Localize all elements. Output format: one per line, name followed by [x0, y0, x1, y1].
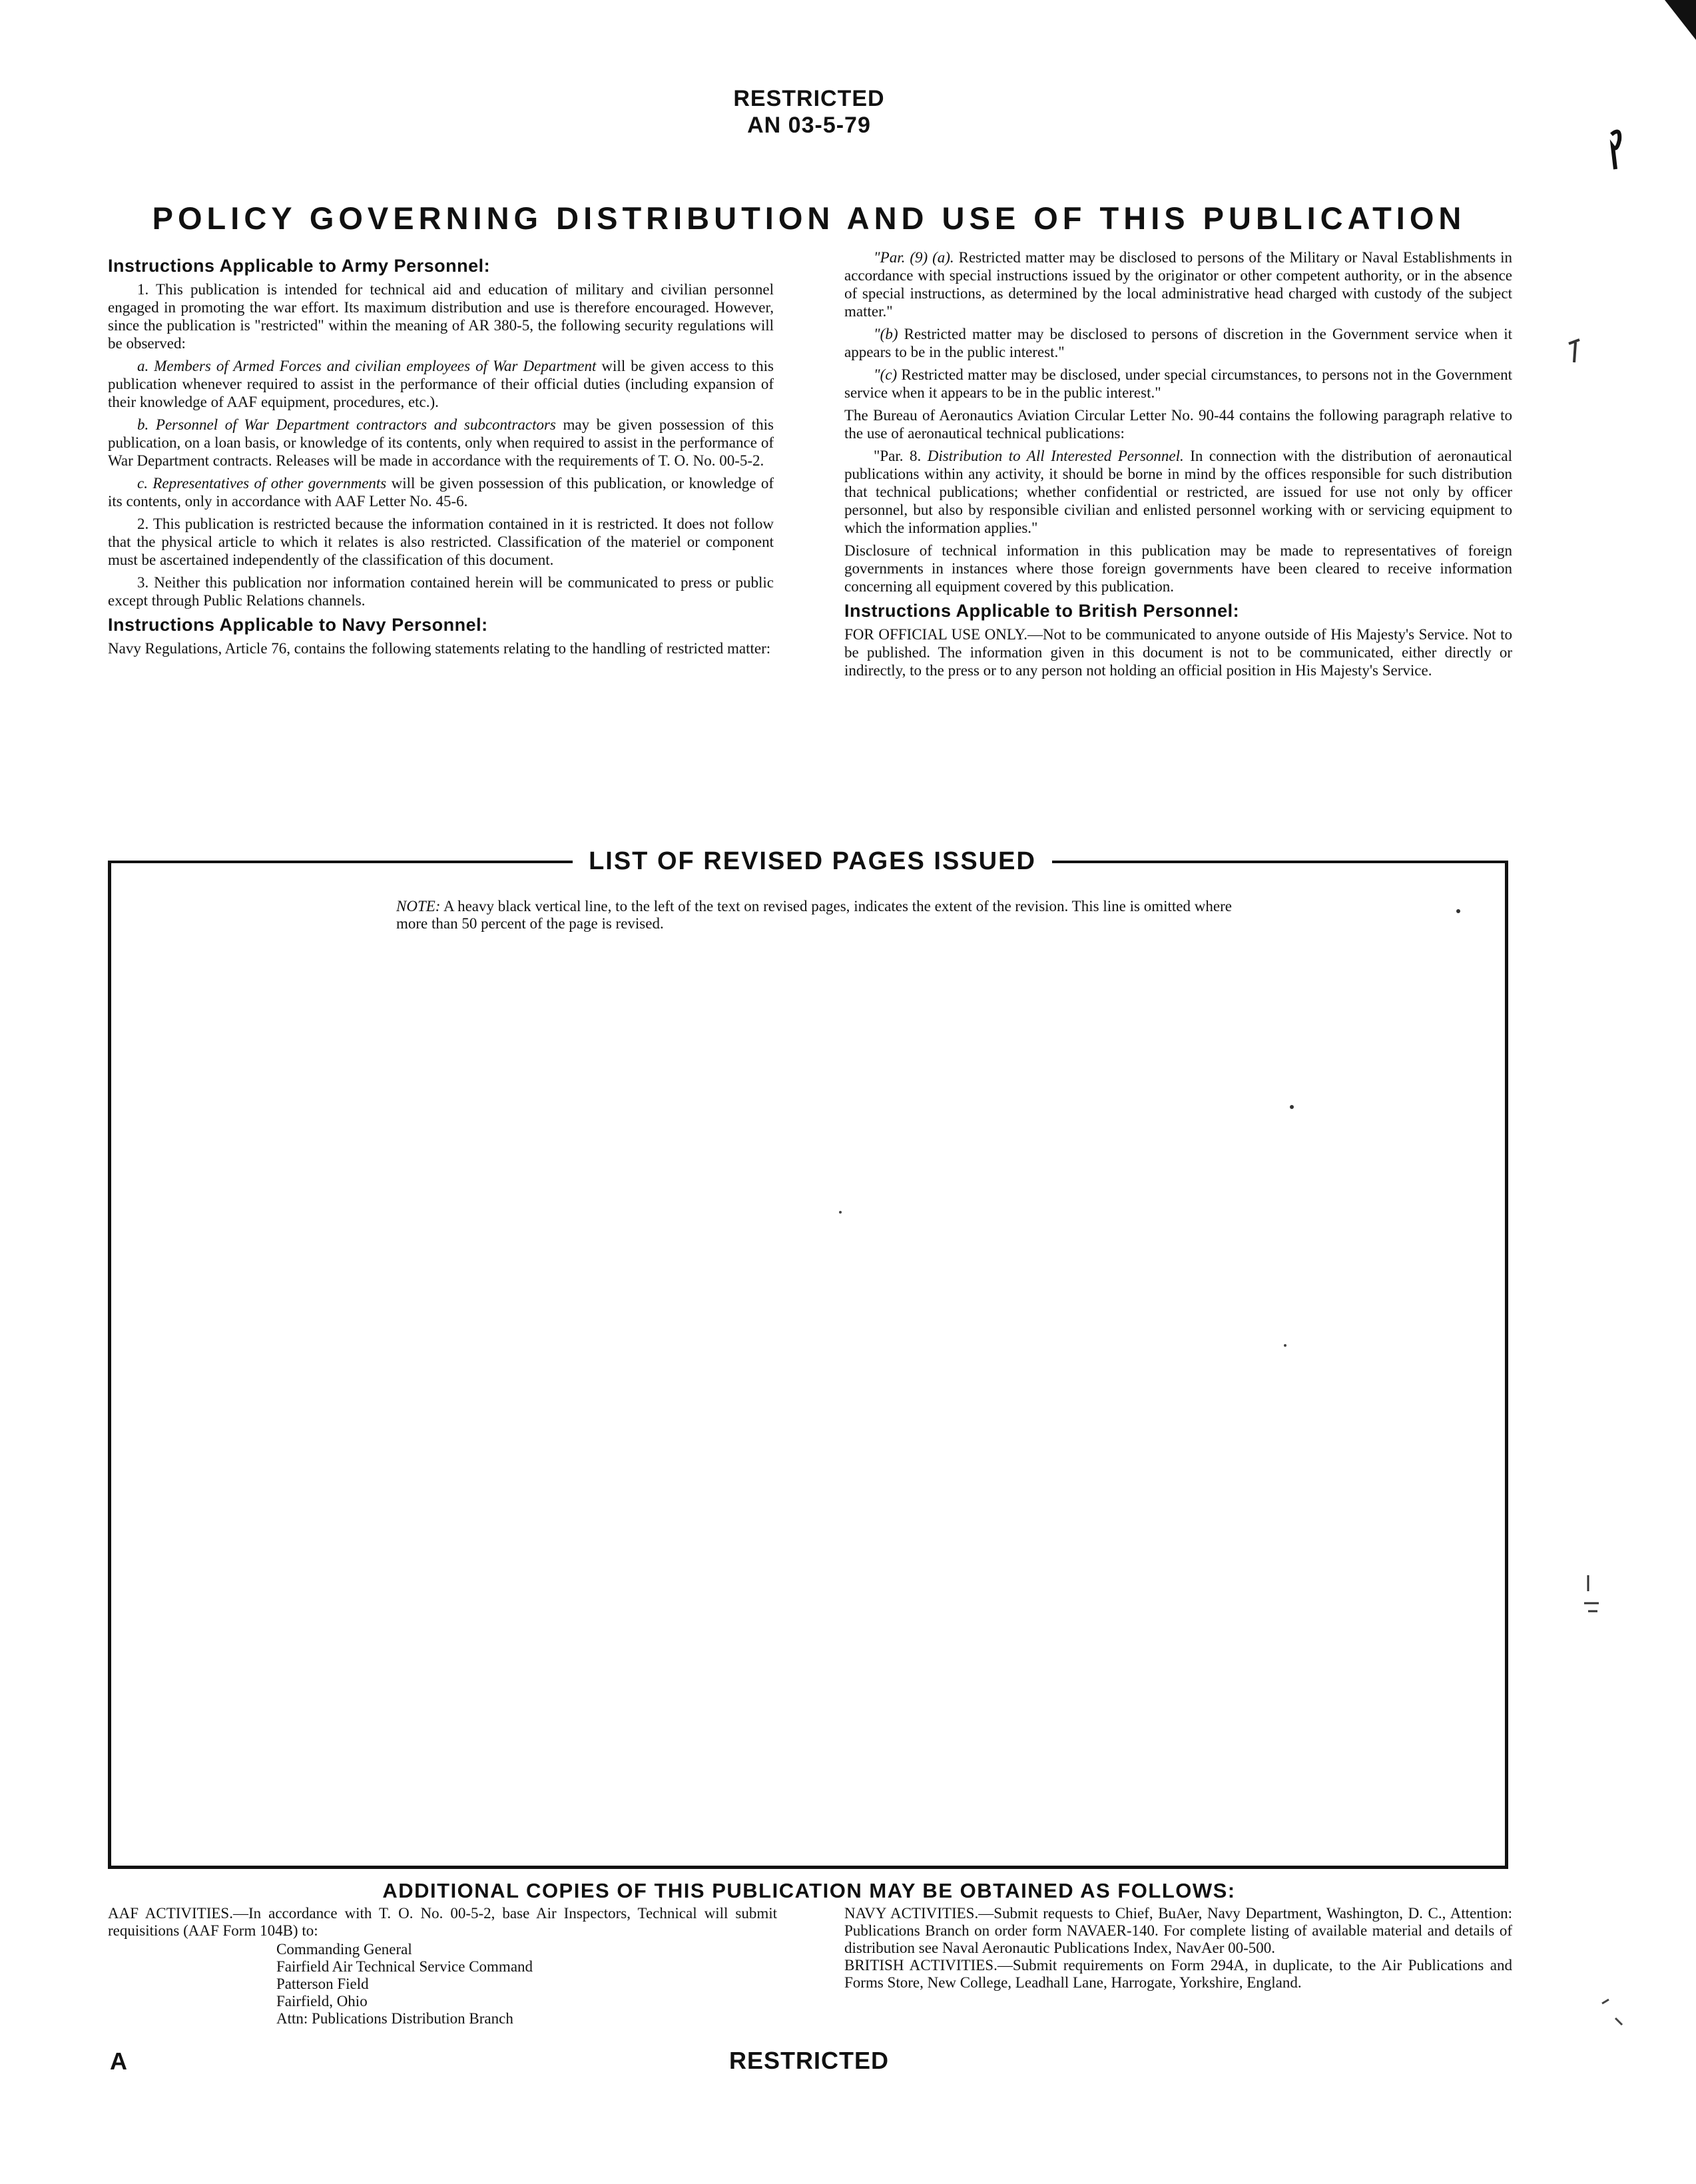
right-column [844, 248, 1512, 684]
bureau-paragraph: The Bureau of Aeronautics Aviation Circular Letter No. 90-44 contains the following paragraph relative to the use of aeronautical technical publications: [844, 407, 1512, 442]
british-heading: Instructions Applicable to British Personnel: [844, 601, 1240, 621]
classification-footer: RESTRICTED [728, 2047, 889, 2074]
navy-quote-c-lead: "(c) [874, 366, 898, 383]
army-heading: Instructions Applicable to Army Personnel: [108, 256, 491, 276]
aaf-address-line: Commanding General [276, 1941, 412, 1958]
army-paragraph-c-lead: c. Representatives of other governments [137, 475, 387, 492]
aaf-address-line: Fairfield Air Technical Service Command [276, 1958, 533, 1975]
navy-quote-9a [844, 248, 1512, 320]
navy-quote-9a-text: Restricted matter may be disclosed to persons of the Military or Naval Establishments in accordance with special instructions issued by the originator or other competent authority, or in the absence of special instructions, as determined by the local administrative head charged with custody of the subject matter." [844, 249, 1513, 320]
army-paragraph-a [108, 357, 774, 411]
army-paragraph-b [108, 416, 774, 470]
navy-quote-b-lead: "(b) [874, 326, 898, 342]
navy-british-activities [844, 1905, 1512, 1992]
army-paragraph-a-text: will be given access to this publication whenever required to assist in the performance of their official duties (including expansion of their knowledge of AAF equipment, procedures, etc.). [108, 358, 774, 410]
par8-italic: Distribution to All Interested Personnel. [921, 448, 1184, 464]
revised-pages-box [108, 862, 1508, 1869]
revision-note [396, 898, 1232, 932]
army-paragraph-a-lead: a. Members of Armed Forces and civilian employees of War Department [137, 358, 597, 374]
aaf-activities-text: AAF ACTIVITIES.—In accordance with T. O. No. 00-5-2, base Air Inspectors, Technical will submit requisitions (AAF Form 104B) to: [108, 1905, 777, 1939]
revision-note-label: NOTE: [396, 898, 441, 914]
army-paragraph-c [108, 474, 774, 510]
revision-note-text: A heavy black vertical line, to the left of the text on revised pages, indicates the extent of the revision. This line is omitted where more than 50 percent of the page is revised. [396, 898, 1232, 932]
army-paragraph-2: 2. This publication is restricted because the information contained in it is restricted. It does not follow that the physical article to which it relates is also restricted. Classification of the materiel or component must be ascertained independently of the classification of this document. [108, 516, 774, 568]
navy-quote-b-text: Restricted matter may be disclosed to persons of discretion in the Government service when it appears to be in the public interest." [844, 326, 1512, 360]
navy-quote-b [844, 325, 1512, 361]
aaf-address-line: Patterson Field [276, 1976, 369, 1992]
british-text: FOR OFFICIAL USE ONLY.—Not to be communicated to anyone outside of His Majesty's Service. Not to be published. The information given in this document is not to be communicated, either directly or indirectly, to the press or to any person not holding an official position in His Majesty's Service. [844, 626, 1512, 679]
aaf-activities [108, 1905, 777, 1940]
navy-activities-text: NAVY ACTIVITIES.—Submit requests to Chief, BuAer, Navy Department, Washington, D. C., Attention: Publications Branch on order form NAVAER-140. For complete listing of available material and details of distribution see Naval Aeronautic Publications Index, NavAer 00-500. [844, 1905, 1512, 1956]
army-paragraph-b-text: may be given possession of this publication, on a loan basis, or knowledge of its contents, only when required to assist in the performance of War Department contracts. Releases will be made in accordance with the requirements of T. O. No. 00-5-2. [108, 416, 774, 469]
aaf-address [276, 1941, 742, 2027]
page-title: POLICY GOVERNING DISTRIBUTION AND USE OF THIS PUBLICATION [152, 200, 1466, 236]
navy-text: Navy Regulations, Article 76, contains the following statements relating to the handling of restricted matter: [108, 640, 771, 657]
additional-copies-heading: ADDITIONAL COPIES OF THIS PUBLICATION MAY BE OBTAINED AS FOLLOWS: [382, 1879, 1236, 1902]
document-number: AN 03-5-79 [747, 113, 871, 138]
classification-header: RESTRICTED [733, 86, 885, 111]
page-letter: A [110, 2047, 127, 2075]
army-paragraph-3: 3. Neither this publication nor information contained herein will be communicated to press or public except through Public Relations channels. [108, 574, 774, 609]
par8-text: In connection with the distribution of aeronautical publications within any activity, it should be borne in mind by the offices responsible for such distribution that technical publications; whether confidential or restricted, are issued for use not only by officer personnel, but also by responsible civilian and enlisted personnel working with or servicing equipment to which the information applies." [844, 448, 1512, 536]
revised-pages-title: LIST OF REVISED PAGES ISSUED [573, 846, 1052, 877]
british-activities-text: BRITISH ACTIVITIES.—Submit requirements on Form 294A, in duplicate, to the Air Publications and Forms Store, New College, Leadhall Lane, Harrogate, Yorkshire, England. [844, 1957, 1512, 1991]
aaf-address-line: Attn: Publications Distribution Branch [276, 2010, 513, 2027]
left-column [108, 251, 774, 662]
army-paragraph-1: 1. This publication is intended for technical aid and education of military and civilian personnel engaged in promoting the war effort. Its maximum distribution and use is therefore encouraged. However, since the publication is "restricted" within the meaning of AR 380-5, the following security regulations will be observed: [108, 281, 774, 352]
aaf-address-line: Fairfield, Ohio [276, 1993, 368, 2009]
army-paragraph-b-lead: b. Personnel of War Department contractors and subcontractors [137, 416, 556, 433]
par8-paragraph [844, 447, 1512, 537]
disclosure-paragraph: Disclosure of technical information in this publication may be made to representatives of foreign governments in instances where those foreign governments have been cleared to receive information concerning all equipment covered by this publication. [844, 542, 1512, 595]
navy-heading: Instructions Applicable to Navy Personnel: [108, 615, 488, 635]
navy-quote-c [844, 366, 1512, 402]
navy-quote-c-text: Restricted matter may be disclosed, under special circumstances, to persons not in the Government service when it appears to be in the public interest." [844, 366, 1512, 401]
par8-lead: "Par. 8. [874, 448, 922, 464]
army-paragraph-c-text: will be given possession of this publication, or knowledge of its contents, only in accordance with AAF Letter No. 45-6. [108, 475, 774, 510]
navy-quote-9a-lead: "Par. (9) (a). [874, 249, 954, 266]
